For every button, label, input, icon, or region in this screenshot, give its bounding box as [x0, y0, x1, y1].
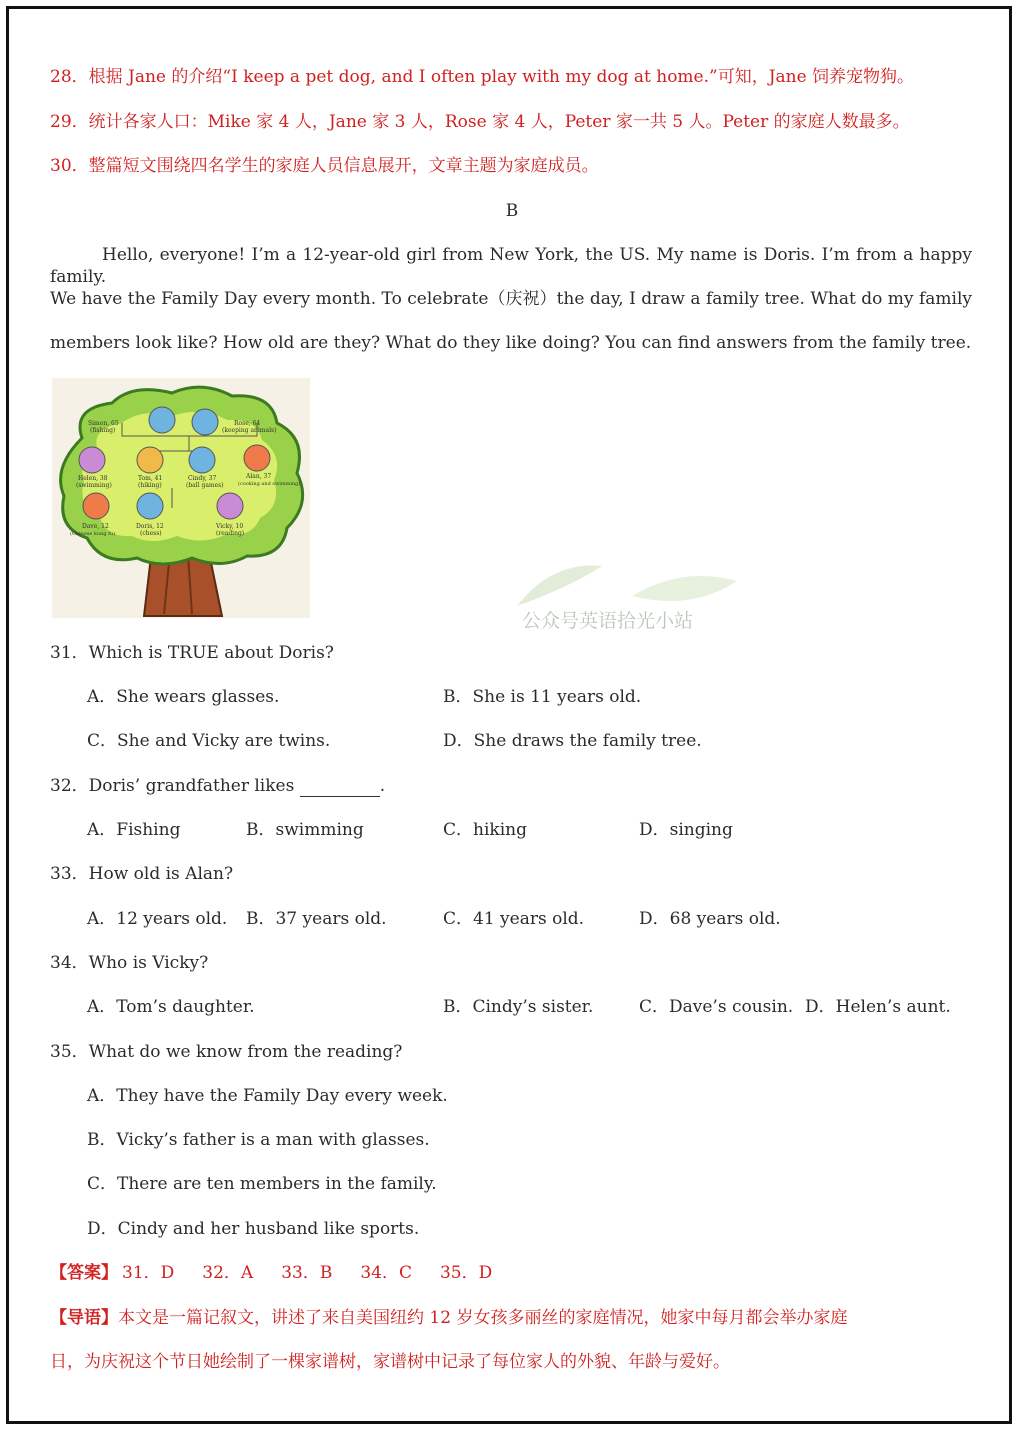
q31-option-c[interactable]: C．She and Vicky are twins. — [87, 731, 331, 751]
guide-line-1 — [50, 1307, 972, 1329]
passage-line-1: Hello, everyone! I’m a 12-year-old girl from New York, the US. My name is Doris. I’m from a happy family. — [50, 245, 972, 287]
member-doris: Doris, 12 — [136, 523, 164, 530]
q31-option-b[interactable]: B．She is 11 years old. — [443, 687, 642, 707]
member-alan-hobby: (cooking and swimming) — [238, 481, 301, 487]
q33-option-c[interactable]: C．41 years old. — [443, 909, 585, 929]
member-vicky-hobby: (reading) — [216, 530, 245, 537]
question-31: 31．Which is TRUE about Doris? — [50, 643, 334, 663]
answer-tag: 【答案】 — [50, 1263, 118, 1283]
q33-option-a[interactable]: A．12 years old. — [87, 909, 228, 929]
q34-option-a[interactable]: A．Tom’s daughter. — [87, 997, 255, 1017]
question-34: 34．Who is Vicky? — [50, 953, 209, 973]
member-alan: Alan, 37 — [246, 473, 272, 480]
family-tree-image — [52, 378, 310, 618]
q34-option-c[interactable]: C．Dave’s cousin. — [639, 997, 794, 1017]
q34-option-d[interactable]: D．Helen’s aunt. — [805, 997, 951, 1017]
member-tom: Tom, 41 — [138, 475, 163, 482]
member-vicky: Vicky, 10 — [216, 523, 244, 530]
guide-tag: 【导语】 — [50, 1308, 118, 1328]
member-dave: Dave, 12 — [82, 523, 109, 530]
answer-34: 34．C — [360, 1263, 412, 1283]
q34-option-b[interactable]: B．Cindy’s sister. — [443, 997, 594, 1017]
answer-32: 32．A — [202, 1263, 254, 1283]
watermark-text: 公众号英语拾光小站 — [522, 610, 694, 632]
answer-blank — [300, 780, 380, 797]
guide-text-1: 本文是一篇记叙文，讲述了来自美国纽约 12 岁女孩多丽丝的家庭情况，她家中每月都会举办家庭 — [118, 1308, 848, 1328]
q35-option-a[interactable]: A．They have the Family Day every week. — [87, 1086, 448, 1106]
q32-option-d[interactable]: D．singing — [639, 820, 733, 840]
member-dave-hobby: (Chinese kung fu) — [70, 531, 116, 537]
answer-31: 31．D — [122, 1263, 175, 1283]
q35-option-d[interactable]: D．Cindy and her husband like sports. — [87, 1219, 420, 1239]
answer-key — [50, 1262, 520, 1284]
q31-option-d[interactable]: D．She draws the family tree. — [443, 731, 702, 751]
section-label: B — [505, 201, 519, 221]
passage-line-2: We have the Family Day every month. To celebrate（庆祝）the day, I draw a family tree. What do my family — [50, 289, 972, 309]
guide-line-2: 日，为庆祝这个节日她绘制了一棵家谱树，家谱树中记录了每位家人的外貌、年龄与爱好。 — [50, 1352, 730, 1372]
member-helen: Helen, 38 — [78, 475, 108, 482]
q32-option-a[interactable]: A．Fishing — [87, 820, 181, 840]
member-simon-hobby: (fishing) — [90, 427, 116, 434]
q35-option-c[interactable]: C．There are ten members in the family. — [87, 1174, 437, 1194]
member-doris-hobby: (chess) — [140, 530, 162, 537]
question-32-stem: 32．Doris’ grandfather likes — [50, 776, 295, 796]
question-35: 35．What do we know from the reading? — [50, 1042, 403, 1062]
member-tom-hobby: (hiking) — [138, 482, 162, 489]
explanation-28: 28．根据 Jane 的介绍“I keep a pet dog, and I often play with my dog at home.”可知，Jane 饲养宠物狗。 — [50, 67, 915, 87]
member-helen-hobby: (swimming) — [76, 482, 112, 489]
member-rose-hobby: (keeping animals) — [222, 427, 277, 434]
answer-35: 35．D — [439, 1263, 493, 1283]
q35-option-b[interactable]: B．Vicky’s father is a man with glasses. — [87, 1130, 430, 1150]
q32-option-c[interactable]: C．hiking — [443, 820, 527, 840]
member-cindy-hobby: (ball games) — [186, 482, 224, 489]
explanation-29: 29．统计各家人口：Mike 家 4 人，Jane 家 3 人，Rose 家 4 人，Peter 家一共 5 人。Peter 的家庭人数最多。 — [50, 112, 910, 132]
q32-option-b[interactable]: B．swimming — [246, 820, 364, 840]
member-rose: Rose, 64 — [234, 420, 261, 427]
question-33: 33．How old is Alan? — [50, 864, 234, 884]
question-32-end: . — [379, 776, 386, 796]
explanation-30: 30．整篇短文围绕四名学生的家庭人员信息展开，文章主题为家庭成员。 — [50, 156, 599, 176]
q33-option-d[interactable]: D．68 years old. — [639, 909, 781, 929]
member-simon: Simon, 65 — [88, 420, 119, 427]
q33-option-b[interactable]: B．37 years old. — [246, 909, 387, 929]
q31-option-a[interactable]: A．She wears glasses. — [87, 687, 280, 707]
member-cindy: Cindy, 37 — [188, 475, 217, 482]
question-32 — [50, 775, 385, 797]
answer-33: 33．B — [281, 1263, 333, 1283]
passage-line-3: members look like? How old are they? What do they like doing? You can find answers from the family tree. — [50, 333, 972, 353]
